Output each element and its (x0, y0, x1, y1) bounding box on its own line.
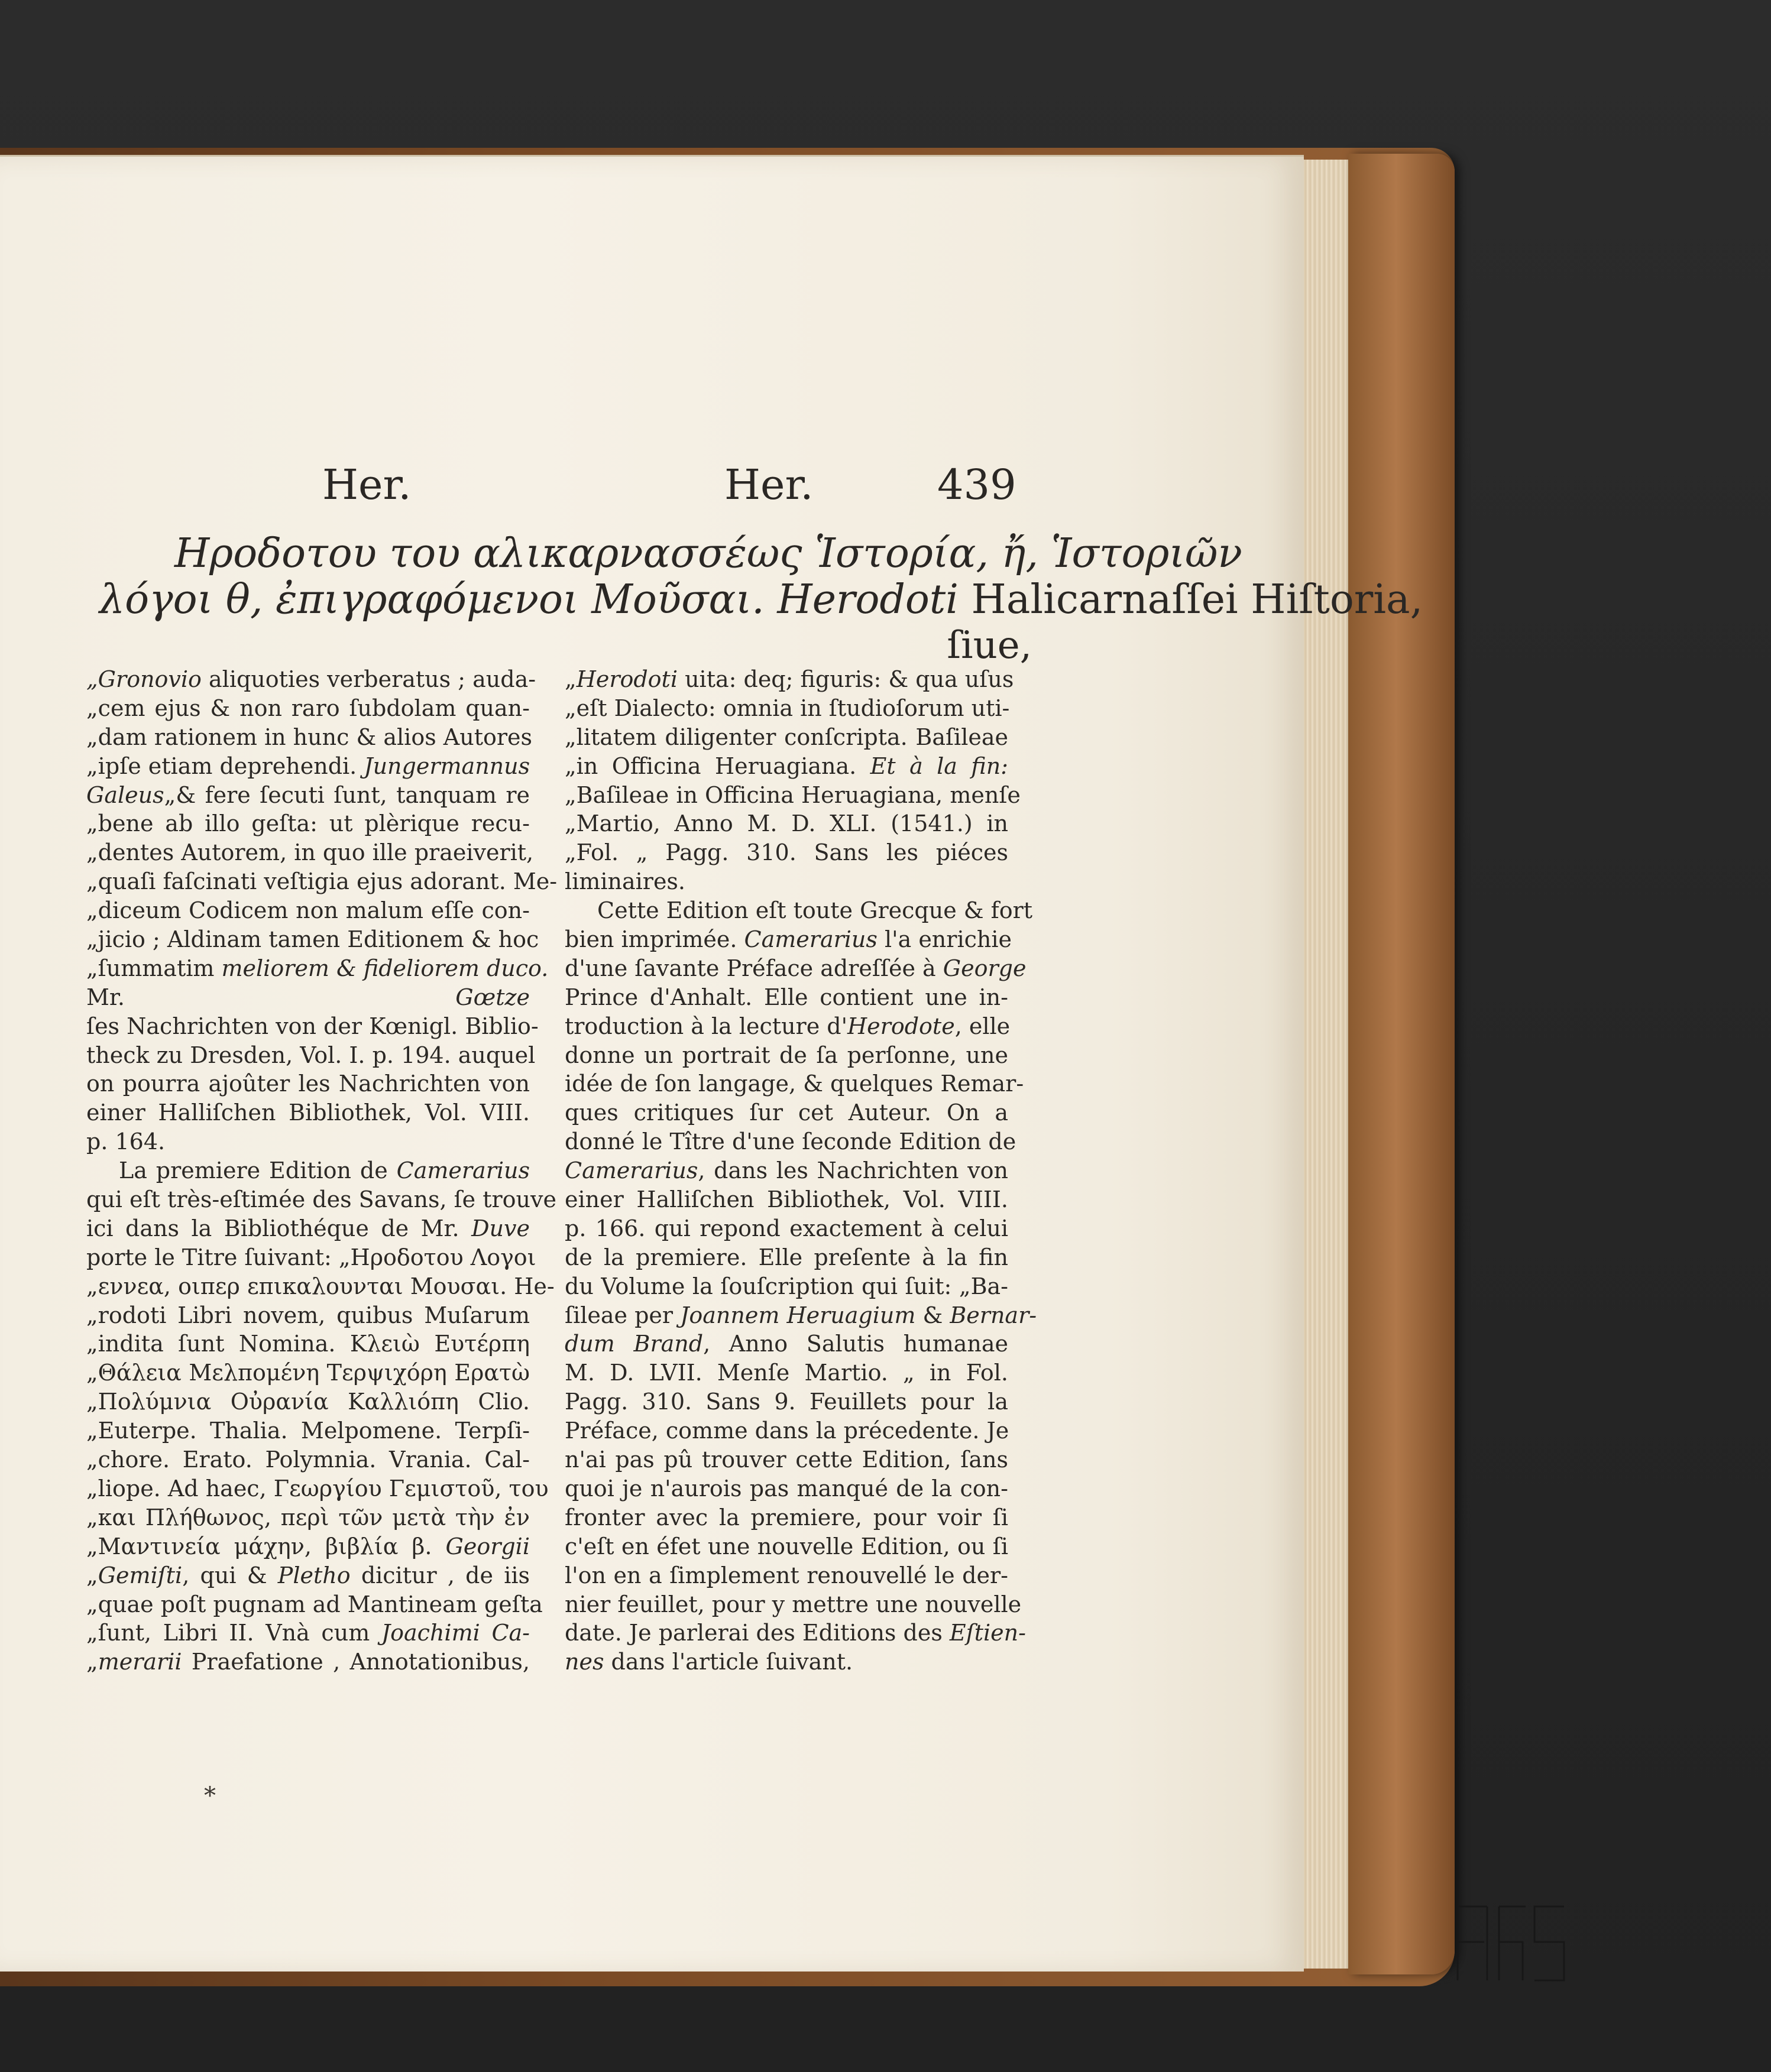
roman-text: „ (565, 666, 577, 692)
text-line (565, 1532, 1008, 1561)
roman-text: einer Halliſchen Bibliothek, Vol. VIII. (86, 1100, 530, 1126)
roman-text: „Euterpe. Thalia. Melpomene. Terpſi- (86, 1418, 530, 1444)
text-line (565, 1330, 1008, 1358)
text-line (565, 1474, 1008, 1503)
text-line (86, 1012, 539, 1041)
roman-text: , Anno Salutis humanae (703, 1331, 1008, 1357)
text-line (86, 838, 534, 867)
roman-text: „ (86, 1649, 98, 1675)
text-line (565, 1214, 1008, 1243)
italic-text: Pletho (277, 1562, 351, 1588)
roman-text: Pagg. 310. Sans 9. Feuillets pour la (565, 1389, 1008, 1415)
text-line (86, 1387, 530, 1416)
roman-text: de la premiere. Elle preſente à la fin (565, 1244, 1008, 1270)
text-line (86, 954, 549, 983)
roman-text: qui eſt très-eſtimée des Savans, ſe trouve (86, 1186, 556, 1213)
roman-text: nier feuillet, pour y mettre une nouvelle (565, 1591, 1022, 1617)
roman-text: „chore. Erato. Polymnia. Vrania. Cal- (86, 1447, 530, 1473)
text-line (86, 1503, 530, 1532)
roman-text: ques critiques ſur cet Auteur. On a (565, 1100, 1008, 1126)
roman-text: Mr. (86, 984, 456, 1010)
roman-text: aliquoties verberatus ; auda- (201, 666, 536, 692)
roman-text: „dentes Autorem, in quo ille praeiverit, (86, 839, 534, 866)
roman-text: Prince d'Anhalt. Elle contient une in- (565, 984, 1008, 1010)
text-line (565, 1619, 1026, 1648)
text-line (565, 781, 1021, 810)
roman-text: , qui & (182, 1562, 278, 1588)
roman-text: Praefatione , Annotationibus, (182, 1649, 530, 1675)
roman-text: uita: deq; figuris: & qua uſus (677, 666, 1014, 692)
footnote-mark: * (204, 1782, 216, 1810)
italic-text: Georgii (445, 1533, 530, 1559)
roman-text: „liope. Ad haec, Γεωργίου Γεμιστοῦ, του (86, 1475, 549, 1502)
italic-text: Bernar- (950, 1302, 1037, 1328)
roman-text: „dam rationem in hunc & alios Autores (86, 724, 533, 750)
text-line (565, 867, 1008, 896)
roman-text: & (915, 1302, 950, 1328)
roman-text: „ipſe etiam deprehendi. (86, 753, 364, 779)
running-head-center: Her. (724, 461, 814, 509)
text-line (86, 867, 558, 896)
text-line (565, 1416, 1008, 1445)
roman-text: „jicio ; Aldinam tamen Editionem & hoc (86, 926, 539, 953)
roman-text: „& (164, 782, 205, 808)
roman-text: d'une ſavante Préface adreſſée à (565, 955, 943, 981)
text-line (565, 1387, 1008, 1416)
italic-text: Camerarius (744, 926, 878, 953)
roman-text: porte le Titre ſuivant: „Ηροδοτου Λογοι (86, 1244, 536, 1270)
roman-text: bien imprimée. (565, 926, 744, 953)
text-line (565, 723, 1008, 752)
roman-text: fronter avec la premiere, pour voir ſi (565, 1504, 1008, 1531)
text-line (565, 954, 1027, 983)
roman-text: La premiere Edition de (119, 1157, 397, 1184)
roman-text: „diceum Codicem non malum eſſe con- (86, 897, 530, 924)
text-line (86, 1098, 530, 1127)
text-line (565, 1358, 1008, 1387)
text-line (565, 1648, 1008, 1677)
roman-text: fere ſecuti ſunt, tanquam re (205, 782, 530, 808)
roman-text: „Πολύμνια Οὐρανία Καλλιόπη Clio. (86, 1389, 530, 1415)
roman-text: idée de ſon langage, & quelques Remar- (565, 1071, 1024, 1097)
text-line (86, 1185, 556, 1214)
text-line (86, 1330, 530, 1358)
text-line (86, 781, 530, 810)
text-line (86, 1156, 530, 1185)
italic-text: nes (565, 1649, 604, 1675)
italic-text: Herodoti (576, 666, 678, 692)
italic-text: Eſtien- (949, 1620, 1026, 1646)
roman-text: , elle (954, 1013, 1011, 1039)
roman-text: date. Je parlerai des Editions des (565, 1620, 950, 1646)
roman-text: „rodoti Libri novem, quibus Muſarum (86, 1302, 530, 1328)
roman-text: du Volume la ſouſcription qui ſuit: „Ba- (565, 1273, 1008, 1299)
text-line (565, 925, 1012, 954)
roman-text: „και Πλήθωνος, περὶ τῶν μετὰ τὴν ἐν (86, 1504, 530, 1531)
title-greek-line-1: Ηροδοτου του αλικαρνασσέως Ἱστορία, ἤ, Ἱστοριῶν (174, 530, 1242, 577)
roman-text: dicitur , de iis (350, 1562, 530, 1588)
roman-text: „Μαντινεία μάχην, βιβλία β. (86, 1533, 446, 1559)
roman-text: „bene ab illo geſta: ut plèrique recu- (86, 810, 530, 837)
text-line (565, 1590, 1022, 1619)
roman-text: „ſummatim (86, 955, 222, 981)
title-line-3: ſiue, (947, 624, 1032, 667)
roman-text: „ (86, 1562, 98, 1588)
roman-text: quoi je n'aurois pas manqué de la con- (565, 1475, 1008, 1502)
text-line (565, 1561, 1008, 1590)
italic-text: meliorem & fideliorem duco. (221, 955, 549, 981)
italic-text: Gemiſti (98, 1562, 183, 1588)
title-greek-line-2: λόγοι θ, ἐπιγραφόμενοι Μοῦσαι. (99, 576, 765, 623)
italic-text: Joachimi Ca- (381, 1620, 530, 1646)
text-line (86, 1243, 536, 1272)
italic-text: merarii (98, 1649, 182, 1675)
text-line (86, 809, 530, 838)
roman-text: c'eſt en éfet une nouvelle Edition, ou ſi (565, 1533, 1008, 1559)
roman-text: donne un portrait de ſa perſonne, une (565, 1042, 1008, 1068)
roman-text: „in Officina Heruagiana. (565, 753, 870, 779)
running-head-left: Her. (322, 461, 412, 509)
roman-text: ſileae per (565, 1302, 681, 1328)
roman-text: „eſt Dialecto: omnia in ſtudioſorum uti- (565, 695, 1010, 721)
text-line (86, 694, 530, 723)
page-number: 439 (937, 461, 1016, 509)
leather-cover-board (1348, 154, 1455, 1974)
roman-text: ſes Nachrichten von der Kœnigl. Biblio- (86, 1013, 539, 1039)
text-line (565, 1012, 1011, 1041)
text-column-left (86, 665, 558, 1677)
roman-text: dans l'article ſuivant. (604, 1649, 853, 1675)
italic-text: Galeus (86, 782, 164, 808)
italic-text: Camerarius (565, 1157, 698, 1184)
text-line (86, 1445, 530, 1474)
text-line (565, 1041, 1008, 1070)
roman-text: Cette Edition eſt toute Grecque & fort (597, 897, 1033, 924)
roman-text: „litatem diligenter conſcripta. Baſileae (565, 724, 1008, 750)
roman-text: l'a enrichie (877, 926, 1012, 953)
roman-text: Préface, comme dans la précedente. Je (565, 1418, 1009, 1444)
roman-text: einer Halliſchen Bibliothek, Vol. VIII. (565, 1186, 1008, 1213)
text-line (86, 896, 530, 925)
text-line (565, 1185, 1008, 1214)
text-line (565, 809, 1008, 838)
text-line (565, 1243, 1008, 1272)
italic-text: Herodote (847, 1013, 955, 1039)
roman-text: p. 164. (86, 1129, 166, 1155)
text-line (565, 1503, 1008, 1532)
roman-text: M. D. LVII. Menſe Martio. „ in Fol. (565, 1360, 1008, 1386)
roman-text: „quae poſt pugnam ad Mantineam geſta (86, 1591, 543, 1617)
text-line (86, 1214, 530, 1243)
text-line (86, 1041, 536, 1070)
roman-text: „Martio, Anno M. D. XLI. (1541.) in (565, 810, 1008, 837)
roman-text: „εννεα, οιπερ επικαλουνται Μουσαι. He- (86, 1273, 555, 1299)
text-line (565, 752, 1008, 781)
text-column-right (565, 665, 1037, 1677)
text-line (565, 838, 1008, 867)
text-line (565, 1445, 1008, 1474)
text-line (86, 1127, 530, 1156)
text-line (565, 1156, 1008, 1185)
text-line (86, 1648, 530, 1677)
italic-text: George (943, 955, 1027, 981)
italic-text: Duve (471, 1215, 530, 1241)
roman-text: on pourra ajoûter les Nachrichten von (86, 1071, 530, 1097)
roman-text: troduction à la lecture d' (565, 1013, 848, 1039)
text-line (565, 1272, 1008, 1301)
roman-text: „quaſi faſcinati veſtigia ejus adorant. Me- (86, 868, 558, 895)
text-line (86, 665, 536, 694)
italic-text: „Gronovio (86, 666, 202, 692)
text-line (565, 983, 1008, 1012)
text-line (86, 1561, 530, 1590)
roman-text: „Fol. „ Pagg. 310. Sans les piéces (565, 839, 1008, 866)
text-line (86, 1532, 530, 1561)
text-line (86, 1619, 530, 1648)
italic-text: Camerarius (396, 1157, 530, 1184)
italic-text: Gœtze (455, 984, 530, 1010)
text-line (86, 1590, 543, 1619)
roman-text: „Θάλεια Μελπομένη Τερψιχόρη Ερατὼ (86, 1360, 530, 1386)
text-line (86, 1416, 530, 1445)
text-line (565, 665, 1014, 694)
text-line (86, 1272, 555, 1301)
text-line (565, 1069, 1024, 1098)
text-line (86, 1301, 530, 1330)
book-page (0, 155, 1423, 1972)
roman-text: l'on en a ſimplement renouvellé le der- (565, 1562, 1008, 1588)
text-line (86, 983, 530, 1012)
title-line-2 (99, 576, 1423, 623)
italic-text: Jungermannus (364, 753, 530, 779)
text-line (565, 896, 1033, 925)
text-line (565, 1301, 1037, 1330)
roman-text: „Baſileae in Officina Heruagiana, menſe (565, 782, 1021, 808)
roman-text: liminaires. (565, 868, 686, 895)
roman-text: , dans les Nachrichten von (698, 1157, 1008, 1184)
embossed-monogram-icon (1452, 1901, 1570, 1983)
title-latin-text: Halicarnaſſei Hiſtoria, (971, 576, 1423, 623)
text-line (86, 752, 530, 781)
roman-text: „cem ejus & non raro ſubdolam quan- (86, 695, 530, 721)
roman-text: theck zu Dresden, Vol. I. p. 194. auquel (86, 1042, 536, 1068)
text-line (86, 1358, 530, 1387)
text-line (565, 694, 1008, 723)
roman-text: n'ai pas pû trouver cette Edition, ſans (565, 1447, 1008, 1473)
roman-text: „ſunt, Libri II. Vnà cum (86, 1620, 381, 1646)
italic-text: Et à la fin: (870, 753, 1008, 779)
italic-text: dum Brand (565, 1331, 704, 1357)
roman-text: p. 166. qui repond exactement à celui (565, 1215, 1008, 1241)
italic-text: Joannem Heruagium (680, 1302, 916, 1328)
text-line (86, 1474, 549, 1503)
text-line (565, 1127, 1016, 1156)
roman-text: „indita ſunt Nomina. Κλειὼ Ευτέρπη (86, 1331, 530, 1357)
text-line (86, 1069, 530, 1098)
text-line (86, 925, 539, 954)
text-line (565, 1098, 1008, 1127)
roman-text: donné le Tître d'une ſeconde Edition de (565, 1129, 1016, 1155)
text-line (86, 723, 533, 752)
title-latin-author: Herodoti (777, 576, 959, 623)
roman-text: ici dans la Bibliothéque de Mr. (86, 1215, 472, 1241)
